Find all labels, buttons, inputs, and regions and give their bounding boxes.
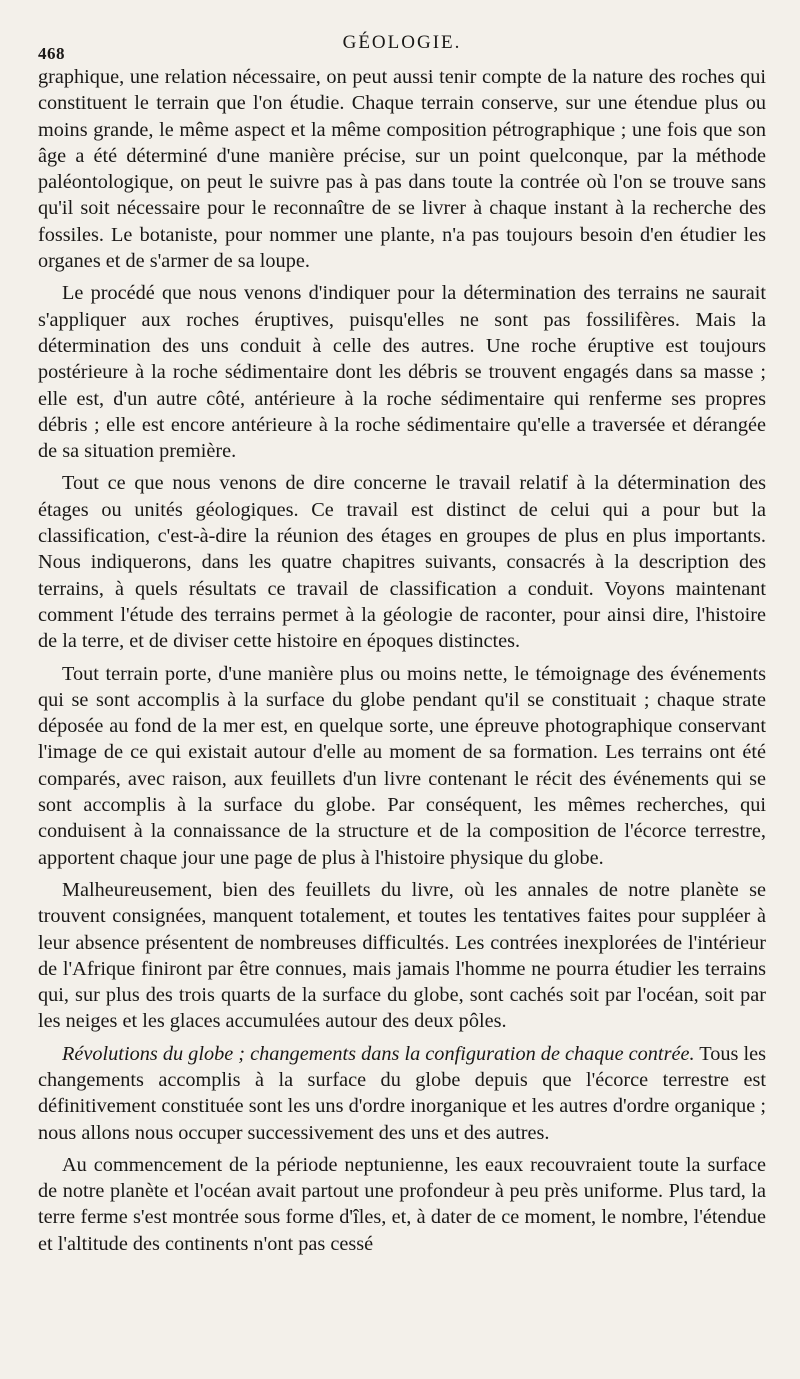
page-header: [38, 28, 766, 64]
section-title: Révolutions du globe ; changements dans la configuration de chaque contrée.: [62, 1042, 695, 1065]
paragraph: Au commencement de la période neptunienne, les eaux recouvraient toute la surface de notre planète et l'océan avait partout une profondeur à peu près uniforme. Plus tard, la terre ferme s'est montrée sous forme d'îles, et, à dater de ce moment, le nombre, l'étendue et l'altitude des continents n'ont pas cessé: [38, 1153, 766, 1255]
paragraph: Tout terrain porte, d'une manière plus ou moins nette, le témoignage des événements qui se sont accomplis à la surface du globe pendant qu'il se constituait ; chaque strate déposée au fond de la mer est, en quelque sorte, une épreuve photographique conservant l'image de ce qui existait autour d'elle au moment de sa formation. Les terrains ont été comparés, avec raison, aux feuillets d'un livre contenant le récit des événements qui se sont accomplis à la surface du globe. Par conséquent, les mêmes recherches, qui conduisent à la connaissance de la structure et de la composition de l'écorce terrestre, apportent chaque jour une page de plus à l'histoire physique du globe.: [38, 662, 766, 869]
page-number: 468: [38, 44, 65, 63]
paragraph: Tout ce que nous venons de dire concerne le travail relatif à la détermination des étages ou unités géologiques. Ce travail est distinct de celui qui a pour but la classification, c'est-à-dire la réunion des étages en groupes de plus en plus importants. Nous indiquerons, dans les quatre chapitres suivants, consacrés à la description des terrains, à quels résultats ce travail de classification a conduit. Voyons maintenant comment l'étude des terrains permet à la géologie de raconter, pour ainsi dire, l'histoire de la terre, et de diviser cette histoire en époques distinctes.: [38, 472, 766, 653]
section-text: Tous les changements accomplis à la surface du globe depuis que l'écorce terrestre est définitivement constituée sont les uns d'ordre inorganique et les autres d'ordre organique ; nous allons nous occuper successivement des uns et des autres.: [38, 1042, 767, 1144]
running-head: GÉOLOGIE.: [342, 32, 462, 53]
body-text: [38, 64, 766, 1257]
section-paragraph: [38, 1041, 766, 1146]
paragraph: Le procédé que nous venons d'indiquer pour la détermination des terrains ne saurait s'appliquer aux roches éruptives, puisqu'elles ne sont pas fossilifères. Mais la détermination des uns conduit à celle des autres. Une roche éruptive est toujours postérieure à la roche sédimentaire dont les débris se trouvent engagés dans sa masse ; elle est, d'un autre côté, antérieure à la roche sédimentaire qui renferme ses propres débris ; elle est encore antérieure à la roche sédimentaire qu'elle a traversée et dérangée de sa situation première.: [38, 282, 766, 463]
paragraph-continuation: graphique, une relation nécessaire, on peut aussi tenir compte de la nature des roches qui constituent le terrain que l'on étudie. Chaque terrain conserve, sur une étendue plus ou moins grande, le même aspect et la même composition pétrographique ; une fois que son âge a été déterminé d'une manière précise, sur un point quelconque, par la méthode paléontologique, on peut le suivre pas à pas dans toute la contrée où l'on se trouve sans qu'il soit nécessaire pour le reconnaître de se livrer à chaque instant à la recherche des fossiles. Le botaniste, pour nommer une plante, n'a pas toujours besoin d'en étudier les organes et de s'armer de sa loupe.: [38, 66, 766, 273]
paragraph: Malheureusement, bien des feuillets du livre, où les annales de notre planète se trouvent consignées, manquent totalement, et toutes les tentatives faites pour suppléer à leur absence présentent de nombreuses difficultés. Les contrées inexplorées de l'intérieur de l'Afrique finiront par être connues, mais jamais l'homme ne pourra étudier les terrains qui, sur plus des trois quarts de la surface du globe, sont cachés soit par l'océan, soit par les neiges et les glaces accumulées autour des deux pôles.: [38, 878, 766, 1033]
